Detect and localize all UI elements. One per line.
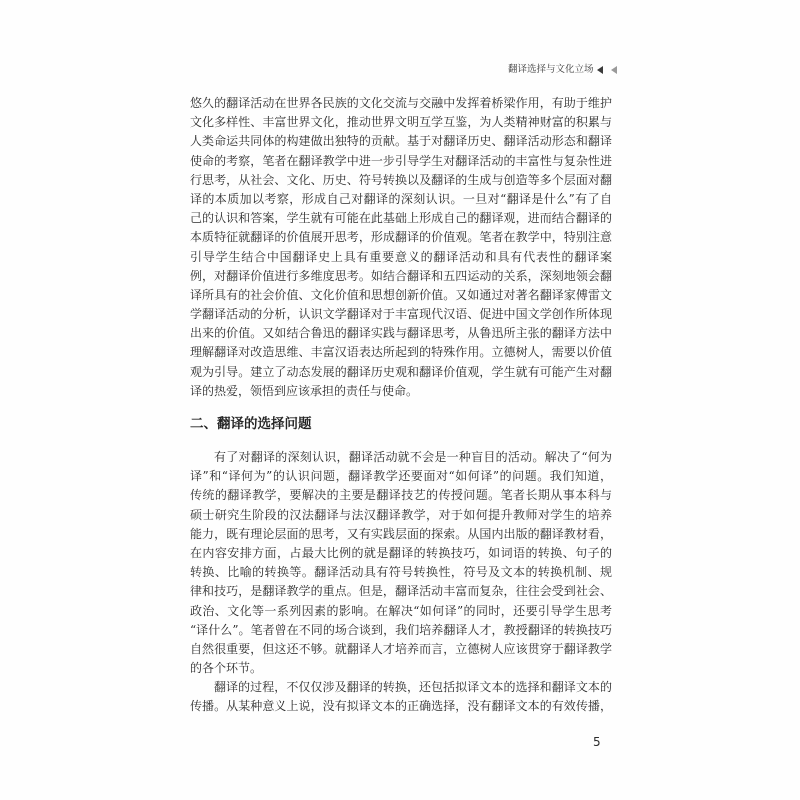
text-line: 有了对翻译的深刻认识，翻译活动就不会是一种盲目的活动。解决了“何为	[214, 450, 612, 464]
paragraph	[190, 678, 612, 716]
text-line: 翻译的过程，不仅仅涉及翻译的转换，还包括拟译文本的选择和翻译文本的	[214, 680, 612, 695]
text-line: 传播。从某种意义上说，没有拟译文本的正确选择，没有翻译文本的有效传播，	[190, 699, 612, 714]
text-line: 转换、比喻的转换等。翻译活动具有符号转换性，符号及文本的转换机制、规	[190, 565, 612, 580]
text-line: 学翻译活动的分析，认识文学翻译对于丰富现代汉语、促进中国文学创作所体现	[190, 307, 612, 322]
text-line: 人类命运共同体的构建做出独特的贡献。基于对翻译历史、翻译活动形态和翻译	[190, 134, 612, 149]
text-line: 传统的翻译教学，要解决的主要是翻译技艺的传授问题。笔者长期从事本科与	[190, 488, 612, 503]
text-line: 译”和“译何为”的认识问题，翻译教学还要面对“如何译”的问题。我们知道，	[190, 469, 612, 484]
text-line: 引导学生结合中国翻译史上具有重要意义的翻译活动和具有代表性的翻译案	[190, 249, 612, 264]
running-header: 翻译选择与文化立场	[508, 64, 594, 75]
text-line: 自然很重要，但这还不够。就翻译人才培养而言，立德树人应该贯穿于翻译教学	[190, 641, 612, 656]
text-line: 律和技巧，是翻译教学的重点。但是，翻译活动丰富而复杂，往往会受到社会、	[190, 584, 612, 599]
text-line: 硕士研究生阶段的汉法翻译与法汉翻译教学，对于如何提升教师对学生的培养	[190, 507, 612, 522]
text-line: 例，对翻译价值进行多维度思考。如结合翻译和五四运动的关系，深刻地领会翻	[190, 268, 612, 283]
text-line: 己的认识和答案，学生就有可能在此基础上形成自己的翻译观，进而结合翻译的	[190, 211, 612, 226]
text-line: 译的本质加以考察，形成自己对翻译的深刻认识。一旦对“翻译是什么”有了自	[190, 191, 612, 206]
text-line: 悠久的翻译活动在世界各民族的文化交流与交融中发挥着桥梁作用，有助于维护	[190, 96, 612, 110]
text-line: 本质特征就翻译的价值展开思考，形成翻译的价值观。笔者在教学中，特别注意	[190, 230, 612, 245]
paragraph	[190, 94, 612, 401]
triangle-left-icon	[611, 66, 617, 74]
text-line: 观为引导。建立了动态发展的翻译历史观和翻译价值观，学生就有可能产生对翻	[190, 364, 612, 379]
text-line: 政治、文化等一系列因素的影响。在解决“如何译”的同时，还要引导学生思考	[190, 603, 612, 618]
text-line: 出来的价值。又如结合鲁迅的翻译实践与翻译思考，从鲁迅所主张的翻译方法中	[190, 326, 612, 341]
text-line: 在内容安排方面，占最大比例的就是翻译的转换技巧，如词语的转换、句子的	[190, 545, 612, 560]
text-line: 文化多样性、丰富世界文化，推动世界文明互学互鉴，为人类精神财富的积累与	[190, 115, 612, 130]
text-line: 译所具有的社会价值、文化价值和思想创新价值。又如通过对著名翻译家傅雷文	[190, 287, 612, 302]
text-line: 能力，既有理论层面的思考，又有实践层面的探索。从国内出版的翻译教材看，	[190, 526, 612, 541]
text-line: 行思考，从社会、文化、历史、符号转换以及翻译的生成与创造等多个层面对翻	[190, 172, 612, 187]
section-heading: 二、翻译的选择问题	[190, 416, 312, 432]
text-line: 理解翻译对改造思维、丰富汉语表达所起到的特殊作用。立德树人，需要以价值	[190, 345, 612, 360]
paragraph-group	[190, 448, 612, 717]
paragraph	[190, 448, 612, 678]
text-line: “译什么”。笔者曾在不同的场合谈到，我们培养翻译人才，教授翻译的转换技巧	[190, 622, 612, 637]
page-number: 5	[593, 735, 601, 749]
text-line: 译的热爱，领悟到应该承担的责任与使命。	[190, 383, 419, 398]
text-line: 的各个环节。	[190, 661, 263, 676]
triangle-left-icon	[597, 66, 603, 74]
text-line: 使命的考察，笔者在翻译教学中进一步引导学生对翻译活动的丰富性与复杂性进	[190, 153, 612, 168]
